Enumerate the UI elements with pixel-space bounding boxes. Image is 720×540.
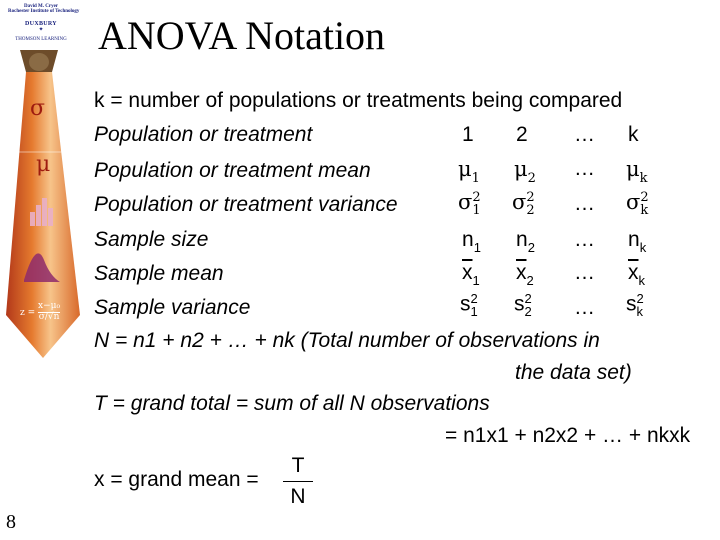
- n-definition: N = n1 + n2 + … + nk (Total number of observations in: [94, 329, 600, 352]
- cell-smean-2: $\overline{x}_2$: [516, 261, 534, 288]
- grand-total-equation: = n1x1 + n2x2 + … + nkxk: [445, 424, 691, 447]
- cell-smean-ellipsis: …: [574, 261, 595, 284]
- cell-variance-1: σ 2 1: [458, 189, 481, 218]
- row-label-sample-mean: Sample mean: [94, 262, 224, 285]
- mu-symbol: μ: [36, 152, 51, 177]
- grand-mean-fraction: [283, 451, 313, 513]
- t-definition: T = grand total = sum of all N observations: [94, 392, 490, 415]
- cell-svar-1: s 2 1: [460, 291, 478, 319]
- cell-svar-k: s 2 k: [626, 291, 644, 319]
- row-label-treatment: Population or treatment: [94, 123, 313, 146]
- cell-svar-2: s 2 2: [514, 291, 532, 319]
- cell-treatment-1: 1: [462, 123, 474, 146]
- cell-mean-k: $\mu_k$: [626, 157, 648, 186]
- page-title: ANOVA Notation: [98, 13, 386, 58]
- cell-size-2: $n_2$: [516, 228, 535, 255]
- fraction-numerator: T: [283, 451, 313, 482]
- cell-mean-ellipsis: …: [574, 157, 595, 180]
- cell-mean-1: $\mu_1$: [458, 157, 480, 186]
- z-formula-den: σ/√n: [38, 311, 60, 322]
- cell-variance-2: σ 2 2: [512, 189, 535, 218]
- cell-size-1: $n_1$: [462, 228, 481, 255]
- row-label-mean: Population or treatment mean: [94, 159, 371, 182]
- grand-mean-label: x = grand mean =: [94, 468, 259, 491]
- row-label-sample-size: Sample size: [94, 228, 209, 251]
- intro-text: k = number of populations or treatments being compared: [94, 89, 623, 112]
- z-formula-num: x−μ₀: [38, 301, 61, 311]
- cell-size-k: $n_k$: [628, 228, 647, 255]
- cell-smean-1: $\overline{x}_1$: [462, 261, 480, 288]
- logo-publisher: DUXBURY: [25, 21, 57, 27]
- logo-institution: Rochester Institute of Technology: [8, 9, 80, 14]
- sigma-symbol: σ: [30, 96, 46, 121]
- cell-variance-k: σ 2 k: [626, 189, 649, 218]
- cell-variance-ellipsis: …: [574, 192, 595, 215]
- cell-svar-ellipsis: …: [574, 296, 595, 319]
- globe-icon: [29, 53, 49, 71]
- page-number: 8: [6, 511, 16, 533]
- cell-treatment-k: k: [628, 123, 639, 146]
- cell-smean-k: $\overline{x}_k$: [628, 261, 645, 288]
- z-formula: [20, 302, 60, 323]
- cell-treatment-ellipsis: …: [574, 123, 595, 146]
- publisher-logo: [8, 4, 80, 42]
- row-label-sample-variance: Sample variance: [94, 296, 251, 319]
- fraction-denominator: N: [290, 485, 306, 509]
- cell-size-ellipsis: …: [574, 228, 595, 251]
- cell-treatment-2: 2: [516, 123, 528, 146]
- cell-mean-2: $\mu_2$: [514, 157, 536, 186]
- logo-author: David M. Cryer: [23, 4, 59, 9]
- n-definition-cont: the data set): [515, 361, 632, 384]
- row-label-variance: Population or treatment variance: [94, 193, 398, 216]
- z-formula-label: z =: [20, 307, 36, 318]
- logo-publisher-sub: THOMSON LEARNING: [15, 37, 67, 42]
- logo-mark-icon: ✦: [38, 27, 44, 33]
